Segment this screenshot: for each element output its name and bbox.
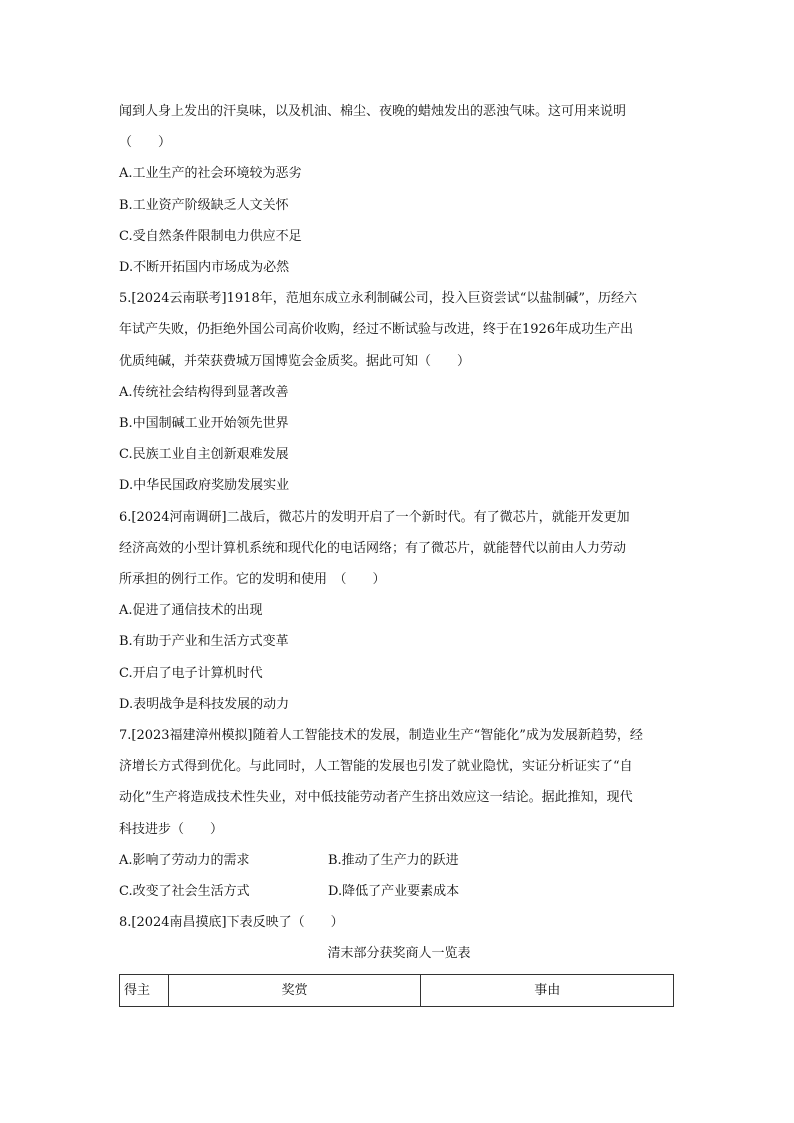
q8-stem-line: 8.[2024南昌摸底]下表反映了（ ）	[119, 915, 344, 931]
q5-option-d: D.中华民国政府奖励发展实业	[119, 478, 290, 494]
q7-stem-line: 7.[2023福建漳州模拟]随着人工智能技术的发展，制造业生产“智能化”成为发展新趋势，经	[119, 728, 643, 744]
q5-stem-line: 年试产失败，仍拒绝外国公司高价收购，经过不断试验与改进，终于在1926年成功生产出	[119, 322, 634, 338]
q7-stem-line: 动化”生产将造成技术性失业，对中低技能劳动者产生挤出效应这一结论。据此推知，现代	[119, 790, 633, 806]
q7-options-row	[119, 845, 679, 876]
q7-option-d: D.降低了产业要素成本	[328, 884, 460, 900]
q4-option-c: C.受自然条件限制电力供应不足	[119, 228, 302, 244]
q6-option-b: B.有助于产业和生活方式变革	[119, 634, 289, 650]
q7-option-c: C.改变了社会生活方式	[119, 884, 250, 900]
table-header-recipient: 得主	[120, 974, 169, 1006]
q6-option-d: D.表明战争是科技发展的动力	[119, 696, 290, 712]
table-header-row	[120, 974, 674, 1006]
q4-option-d: D.不断开拓国内市场成为必然	[119, 260, 290, 276]
table-header-reason: 事由	[421, 974, 674, 1006]
award-table	[119, 974, 674, 1007]
q5-stem-line: 5.[2024云南联考]1918年，范旭东成立永利制碱公司，投入巨资尝试“以盐制碱”，历经六	[119, 291, 638, 307]
q7-options-row	[119, 876, 679, 907]
q6-option-a: A.促进了通信技术的出现	[119, 603, 263, 619]
q6-stem-line: 经济高效的小型计算机系统和现代化的电话网络；有了微芯片，就能替代以前由人力劳动	[119, 540, 627, 556]
q6-stem-line: 所承担的例行工作。它的发明和使用 （ ）	[119, 572, 386, 588]
q4-option-a: A.工业生产的社会环境较为恶劣	[119, 166, 302, 182]
q4-stem-line: （ ）	[119, 135, 172, 151]
table-header-award: 奖赏	[168, 974, 421, 1006]
table-caption: 清末部分获奖商人一览表	[327, 946, 471, 962]
q4-option-b: B.工业资产阶级缺乏人文关怀	[119, 197, 289, 213]
q7-option-b: B.推动了生产力的跃进	[328, 852, 459, 868]
question-content	[119, 96, 679, 1007]
q4-stem-line: 闻到人身上发出的汗臭味，以及机油、棉尘、夜晚的蜡烛发出的恶浊气味。这可用来说明	[119, 104, 627, 119]
q6-option-c: C.开启了电子计算机时代	[119, 665, 263, 681]
q6-stem-line: 6.[2024河南调研]二战后，微芯片的发明开启了一个新时代。有了微芯片，就能开发更加	[119, 509, 630, 525]
q5-option-a: A.传统社会结构得到显著改善	[119, 384, 289, 400]
q5-option-b: B.中国制碱工业开始领先世界	[119, 416, 289, 432]
q7-stem-line: 科技进步（ ）	[119, 821, 224, 837]
q7-option-a: A.影响了劳动力的需求	[119, 852, 250, 868]
q5-stem-line: 优质纯碱，并荣获费城万国博览会金质奖。据此可知（ ）	[119, 353, 471, 369]
q5-option-c: C.民族工业自主创新艰难发展	[119, 447, 289, 463]
q7-stem-line: 济增长方式得到优化。与此同时，人工智能的发展也引发了就业隐忧，实证分析证实了“自	[119, 759, 633, 775]
